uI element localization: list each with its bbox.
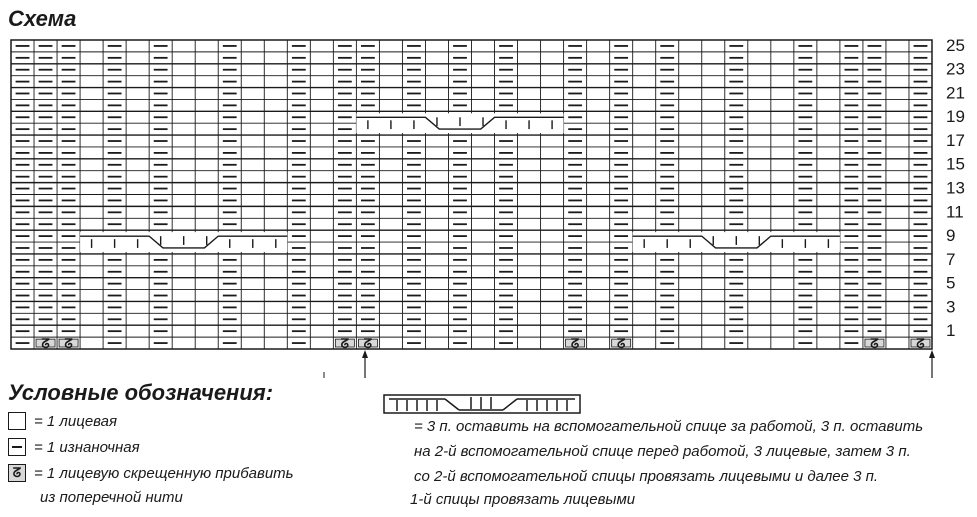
legend-title: Условные обозначения: — [8, 380, 274, 405]
row-number-label: 15 — [946, 154, 965, 174]
row-number-label: 19 — [946, 107, 965, 127]
repeat-end-arrow-icon — [929, 350, 935, 358]
row-number-label: 11 — [946, 202, 964, 222]
row-number-label: 17 — [946, 130, 965, 150]
cable-legend-line-3: со 2-й вспомогательной спицы провязать лицевыми и далее 3 п. — [414, 468, 879, 485]
legend-purl — [8, 438, 140, 456]
row-number-label: 3 — [946, 297, 956, 317]
legend-twist — [8, 464, 294, 482]
twist-increase-glyph: ᘔ — [64, 337, 73, 353]
legend-knit — [8, 412, 117, 430]
cable-legend-line-4: 1-й спицы провязать лицевыми — [410, 491, 636, 508]
row-number-label: 7 — [946, 249, 956, 269]
row-number-label: 23 — [946, 59, 965, 79]
row-number-label: 25 — [946, 35, 965, 55]
twist-increase-glyph: ᘔ — [363, 337, 373, 353]
knit-symbol-icon — [8, 412, 26, 430]
page-title: Схема — [8, 6, 77, 31]
legend-purl-label: = 1 изнаночная — [34, 438, 140, 456]
legend-twist-label: = 1 лицевую скрещенную прибавить — [34, 464, 294, 482]
twist-increase-glyph: ᘔ — [616, 337, 626, 353]
cable-legend-line-2: на 2-й вспомогательной спице перед работой, 3 лицевые, затем 3 п. — [414, 443, 911, 460]
legend-knit-label: = 1 лицевая — [34, 412, 118, 430]
twist-increase-glyph: ᘔ — [916, 337, 925, 353]
cable-symbol-icon — [383, 393, 583, 417]
twist-increase-glyph: ᘔ — [41, 337, 50, 353]
cable-legend-line-1: = 3 п. оставить на вспомогательной спице за работой, 3 п. оставить — [414, 418, 924, 435]
twist-increase-glyph: ᘔ — [870, 337, 879, 353]
row-number-label: 21 — [946, 83, 965, 103]
row-number-label: 5 — [946, 273, 956, 293]
twist-increase-symbol-icon: ᘔ — [8, 464, 26, 482]
row-number-label: 1 — [946, 321, 956, 341]
row-number-label: 9 — [946, 226, 956, 246]
legend-twist-label-cont: из поперечной нити — [40, 489, 183, 506]
twist-increase-glyph: ᘔ — [570, 337, 580, 353]
purl-symbol-icon — [8, 438, 26, 456]
twist-increase-glyph: ᘔ — [340, 337, 350, 353]
row-number-label: 13 — [946, 178, 965, 198]
